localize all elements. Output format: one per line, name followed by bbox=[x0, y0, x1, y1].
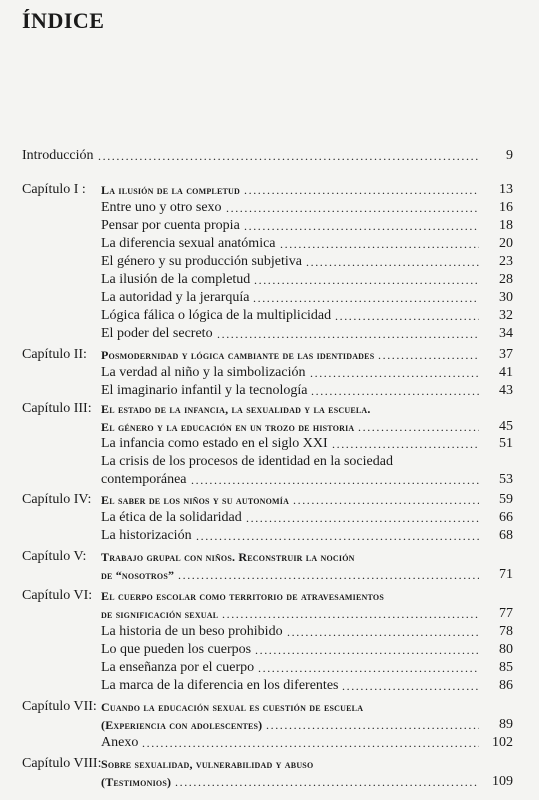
dot-leader bbox=[280, 235, 479, 253]
chapter-label: Capítulo V: bbox=[22, 549, 87, 564]
entry-title: La ilusión de la completud bbox=[101, 272, 251, 287]
page-number: 78 bbox=[499, 624, 513, 639]
entry-title: La historia de un beso prohibido bbox=[101, 624, 283, 639]
toc-entry bbox=[0, 527, 539, 545]
entry-title: La historización bbox=[101, 528, 192, 543]
page-number: 80 bbox=[499, 642, 513, 657]
dot-leader bbox=[378, 346, 479, 364]
dot-leader bbox=[335, 307, 479, 325]
entry-title: Introducción bbox=[22, 148, 94, 163]
dot-leader bbox=[244, 217, 479, 235]
toc-entry bbox=[0, 453, 539, 471]
dot-leader bbox=[310, 364, 479, 382]
toc-entry bbox=[0, 548, 539, 566]
entry-title: El poder del secreto bbox=[101, 326, 213, 341]
entry-title: Lo que pueden los cuerpos bbox=[101, 642, 252, 657]
page-number: 13 bbox=[499, 182, 513, 197]
chapter-label: Capítulo III: bbox=[22, 401, 92, 416]
entry-title: El cuerpo escolar como territorio de atravesamientos bbox=[101, 589, 384, 603]
toc-entry bbox=[0, 605, 539, 623]
page-number: 102 bbox=[492, 735, 513, 750]
toc-entry bbox=[0, 773, 539, 791]
toc-entry bbox=[0, 623, 539, 641]
toc-entry bbox=[0, 217, 539, 235]
entry-title: Sobre sexualidad, vulnerabilidad y abuso bbox=[101, 757, 314, 771]
page-number: 53 bbox=[499, 472, 513, 487]
page-number: 9 bbox=[506, 148, 513, 163]
entry-title: (Experiencia con adolescentes) bbox=[101, 718, 263, 732]
page-title: ÍNDICE bbox=[22, 8, 105, 33]
toc-entry bbox=[0, 289, 539, 307]
page-number: 23 bbox=[499, 254, 513, 269]
toc-entry bbox=[0, 587, 539, 605]
toc-entry bbox=[0, 199, 539, 217]
entry-title: La marca de la diferencia en los diferentes bbox=[101, 678, 339, 693]
page-number: 89 bbox=[499, 717, 513, 732]
page-number: 20 bbox=[499, 236, 513, 251]
page-number: 51 bbox=[499, 436, 513, 451]
chapter-label: Capítulo II: bbox=[22, 347, 87, 362]
chapter-label: Capítulo VI: bbox=[22, 588, 93, 603]
page-number: 68 bbox=[499, 528, 513, 543]
dot-leader bbox=[254, 271, 479, 289]
toc-entry bbox=[0, 418, 539, 436]
toc-entry bbox=[0, 147, 539, 165]
dot-leader bbox=[306, 253, 479, 271]
entry-title: El género y la educación en un trozo de historia bbox=[101, 420, 355, 434]
entry-title: La ética de la solidaridad bbox=[101, 510, 242, 525]
dot-leader bbox=[266, 716, 479, 734]
entry-title: El saber de los niños y su autonomía bbox=[101, 493, 290, 507]
entry-title: Cuando la educación sexual es cuestión de escuela bbox=[101, 700, 364, 714]
toc-entry bbox=[0, 641, 539, 659]
entry-title: Trabajo grupal con niños. Reconstruir la noción bbox=[101, 550, 355, 564]
dot-leader bbox=[217, 325, 479, 343]
toc-entry bbox=[0, 235, 539, 253]
toc-entry bbox=[0, 698, 539, 716]
page-number: 86 bbox=[499, 678, 513, 693]
toc-entry bbox=[0, 346, 539, 364]
entry-title: El género y su producción subjetiva bbox=[101, 254, 303, 269]
chapter-label: Capítulo IV: bbox=[22, 492, 92, 507]
toc-entry bbox=[0, 659, 539, 677]
page-number: 18 bbox=[499, 218, 513, 233]
entry-title: Lógica fálica o lógica de la multiplicidad bbox=[101, 308, 332, 323]
dot-leader bbox=[311, 382, 479, 400]
dot-leader bbox=[255, 641, 479, 659]
entry-title: (Testimonios) bbox=[101, 775, 172, 789]
dot-leader bbox=[332, 435, 479, 453]
dot-leader bbox=[142, 734, 479, 752]
entry-title: La diferencia sexual anatómica bbox=[101, 236, 276, 251]
toc-entry bbox=[0, 491, 539, 509]
entry-title: Anexo bbox=[101, 735, 139, 750]
page-number: 66 bbox=[499, 510, 513, 525]
dot-leader bbox=[196, 527, 479, 545]
toc-entry bbox=[0, 307, 539, 325]
dot-leader bbox=[178, 566, 479, 584]
dot-leader bbox=[226, 199, 479, 217]
entry-title: de significación sexual bbox=[101, 607, 219, 621]
toc-entry bbox=[0, 364, 539, 382]
toc-entry bbox=[0, 734, 539, 752]
toc-entry bbox=[0, 755, 539, 773]
entry-title: La crisis de los procesos de identidad en la sociedad bbox=[101, 454, 393, 469]
page-number: 30 bbox=[499, 290, 513, 305]
entry-title: Entre uno y otro sexo bbox=[101, 200, 222, 215]
dot-leader bbox=[222, 605, 479, 623]
entry-title: La infancia como estado en el siglo XXI bbox=[101, 436, 328, 451]
page-number: 32 bbox=[499, 308, 513, 323]
page-number: 41 bbox=[499, 365, 513, 380]
dot-leader bbox=[258, 659, 479, 677]
entry-title: La enseñanza por el cuerpo bbox=[101, 660, 255, 675]
toc-entry bbox=[0, 566, 539, 584]
page-number: 71 bbox=[499, 567, 513, 582]
dot-leader bbox=[287, 623, 479, 641]
entry-title: La ilusión de la completud bbox=[101, 183, 240, 197]
dot-leader bbox=[98, 147, 479, 165]
toc-entry bbox=[0, 271, 539, 289]
dot-leader bbox=[246, 509, 479, 527]
dot-leader bbox=[293, 491, 479, 509]
page-number: 28 bbox=[499, 272, 513, 287]
entry-title: Pensar por cuenta propia bbox=[101, 218, 240, 233]
page-number: 45 bbox=[499, 419, 513, 434]
page-number: 16 bbox=[499, 200, 513, 215]
entry-title: Posmodernidad y lógica cambiante de las identidades bbox=[101, 348, 375, 362]
dot-leader bbox=[244, 181, 479, 199]
toc-entry bbox=[0, 677, 539, 695]
toc-entry bbox=[0, 181, 539, 199]
toc-entry bbox=[0, 716, 539, 734]
chapter-label: Capítulo VII: bbox=[22, 699, 97, 714]
dot-leader bbox=[253, 289, 479, 307]
toc-entry bbox=[0, 253, 539, 271]
page-number: 85 bbox=[499, 660, 513, 675]
toc-entry bbox=[0, 471, 539, 489]
dot-leader bbox=[191, 471, 479, 489]
toc-entry bbox=[0, 400, 539, 418]
page-number: 34 bbox=[499, 326, 513, 341]
toc-entry bbox=[0, 382, 539, 400]
dot-leader bbox=[358, 418, 479, 436]
entry-title: de “nosotros” bbox=[101, 568, 175, 582]
entry-title: La verdad al niño y la simbolización bbox=[101, 365, 306, 380]
toc-entry bbox=[0, 435, 539, 453]
chapter-label: Capítulo VIII: bbox=[22, 756, 102, 771]
entry-title: La autoridad y la jerarquía bbox=[101, 290, 250, 305]
chapter-label: Capítulo I : bbox=[22, 182, 86, 197]
page-number: 43 bbox=[499, 383, 513, 398]
entry-title: contemporánea bbox=[101, 472, 187, 487]
page-number: 59 bbox=[499, 492, 513, 507]
entry-title: El imaginario infantil y la tecnología bbox=[101, 383, 308, 398]
dot-leader bbox=[342, 677, 479, 695]
dot-leader bbox=[175, 773, 479, 791]
toc-entry bbox=[0, 509, 539, 527]
entry-title: El estado de la infancia, la sexualidad y la escuela. bbox=[101, 402, 371, 416]
page-number: 109 bbox=[492, 774, 513, 789]
toc-entry bbox=[0, 325, 539, 343]
page-number: 77 bbox=[499, 606, 513, 621]
page-number: 37 bbox=[499, 347, 513, 362]
